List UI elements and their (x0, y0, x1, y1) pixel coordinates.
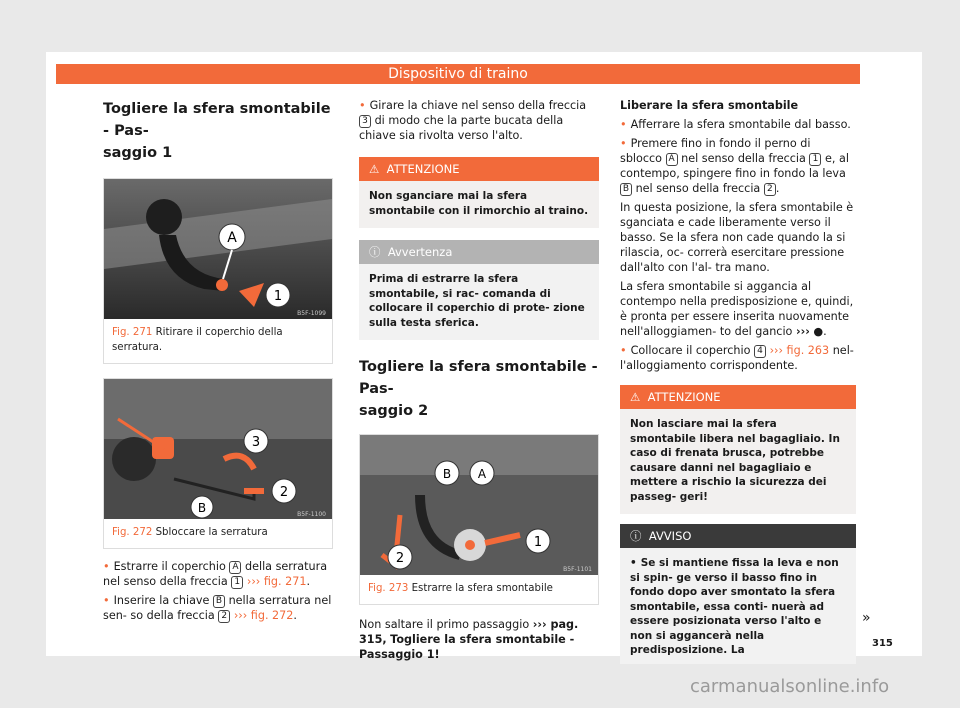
warning-text: Non sganciare mai la sfera smontabile con il rimorchio al traino. (359, 181, 599, 228)
marker: B (620, 183, 632, 196)
caption-text: Sbloccare la serratura (155, 527, 268, 538)
fig-label: A (477, 467, 487, 481)
warning-box (620, 385, 856, 514)
figure-caption (360, 575, 598, 604)
subheading: Liberare la sfera smontabile (620, 99, 799, 112)
fig-label: 2 (395, 551, 405, 566)
marker: 2 (218, 610, 230, 623)
fig-label: 1 (533, 535, 543, 550)
warning-title: ATTENZIONE (386, 162, 460, 176)
caption-text: Ritirare il coperchio della serratura. (112, 327, 283, 353)
list-item: • Premere fino in fondo il perno di sblocco A nel senso della freccia 1 e, al contempo, spingere fino in fondo la leva B nel senso della freccia 2 . (620, 137, 849, 195)
marker: 1 (809, 153, 821, 166)
paragraph: Non saltare il primo passaggio ››› pag. 315, Togliere la sfera smontabile - Passaggio 1! (359, 618, 579, 661)
section-heading-1 (103, 98, 333, 164)
info-icon: ⓘ (369, 245, 381, 259)
page-header: Dispositivo di traino (56, 64, 860, 84)
caption-text: Estrarre la sfera smontabile (411, 583, 553, 594)
column-2 (359, 98, 599, 666)
heading-line: Togliere la sfera smontabile - Pas- (103, 101, 331, 139)
figure-caption (104, 519, 332, 548)
list-item: • Inserire la chiave B nella serratura nel sen- so della freccia 2 ››› fig. 272. (103, 594, 332, 622)
notice-box (620, 524, 856, 664)
note-title: Avvertenza (387, 245, 453, 259)
figure-caption (104, 319, 332, 363)
warning-icon: ⚠ (630, 390, 641, 404)
page-link[interactable]: ››› pag. 315, (359, 618, 579, 646)
marker: 3 (359, 115, 371, 128)
paragraph: La sfera smontabile si aggancia al contempo nella predisposizione e, quindi, è pronta per essere inserita nuovamente nell'alloggiamen- to del gancio ››› ●. (620, 280, 854, 338)
figure-272 (103, 378, 333, 549)
fig-label: 1 (273, 289, 283, 304)
figure-273 (359, 434, 599, 605)
paragraph: In questa posizione, la sfera smontabile è sganciata e cade liberamente verso il basso. Se la sfera non cade quando la si rilascia, oc- correrà esercitare pressione dall'alto con l'al- tra mano. (620, 201, 854, 274)
warning-box (359, 157, 599, 228)
section-heading-2 (359, 356, 599, 422)
notice-title: AVVISO (648, 529, 692, 543)
marker: A (229, 561, 241, 574)
list-item: • Girare la chiave nel senso della freccia 3 di modo che la parte bucata della chiave sia rivolta verso l'alto. (359, 99, 587, 142)
towbar-cover-illustration (104, 179, 332, 319)
figure-link[interactable]: ››› fig. 272 (233, 609, 294, 622)
warning-link[interactable]: ››› (795, 325, 810, 338)
note-text: Prima di estrarre la sfera smontabile, si rac- comanda di collocare il coperchio di prote- zione sulla testa sferica. (359, 264, 599, 340)
list-item: • Collocare il coperchio 4 ››› fig. 263 nel- l'alloggiamento corrispondente. (620, 344, 854, 372)
page-number: 315 (872, 638, 893, 649)
warning-title: ATTENZIONE (647, 390, 721, 404)
figure-number: Fig. 271 (112, 327, 153, 338)
watermark: carmanualsonline.info (690, 676, 890, 697)
heading-line: Togliere la sfera smontabile - Pas- (359, 359, 598, 397)
marker: 4 (754, 345, 766, 358)
column-3 (620, 98, 856, 664)
warning-icon: ⚠ (369, 162, 380, 176)
fig-label: 3 (251, 435, 261, 450)
warning-dot-icon: ● (813, 325, 824, 338)
fig-label: 2 (279, 485, 289, 500)
note-box (359, 240, 599, 340)
list-item: • Afferrare la sfera smontabile dal basso. (620, 118, 851, 131)
notice-icon: ⓘ (630, 529, 642, 543)
figure-code: B5F-1100 (297, 511, 326, 518)
fig-label: A (227, 230, 237, 246)
notice-text: • Se si mantiene fissa la leva e non si spin- ge verso il basso fino in fondo dopo aver smontato la sfera smontabile, essa conti- nuerà ad essere posizionata verso l'alto e non si aggancerà nella predisposizione. La (620, 548, 856, 664)
figure-code: B5F-1101 (563, 566, 592, 573)
marker: 1 (231, 576, 243, 589)
figure-link[interactable]: ››› fig. 263 (769, 344, 830, 357)
figure-code: B5F-1099 (297, 310, 326, 317)
list-item: • Estrarre il coperchio A della serratura nel senso della freccia 1 ››› fig. 271. (103, 560, 328, 588)
fig-label: B (197, 501, 207, 515)
figure-number: Fig. 272 (112, 527, 153, 538)
fig-label: B (442, 467, 452, 481)
continue-mark: » (862, 610, 871, 626)
lock-key-illustration (104, 379, 332, 519)
heading-line: saggio 2 (359, 403, 429, 419)
heading-line: saggio 1 (103, 145, 173, 161)
warning-text: Non lasciare mai la sfera smontabile libera nel bagagliaio. In caso di frenata brusca, potrebbe causare danni nel bagagliaio e mettere a rischio la sicurezza dei passeg- geri! (620, 409, 856, 514)
figure-271 (103, 178, 333, 364)
towball-removal-illustration (360, 435, 598, 575)
marker: B (213, 595, 225, 608)
figure-number: Fig. 273 (368, 583, 409, 594)
column-1 (103, 98, 333, 627)
marker: A (666, 153, 678, 166)
figure-link[interactable]: ››› fig. 271 (246, 575, 307, 588)
marker: 2 (764, 183, 776, 196)
